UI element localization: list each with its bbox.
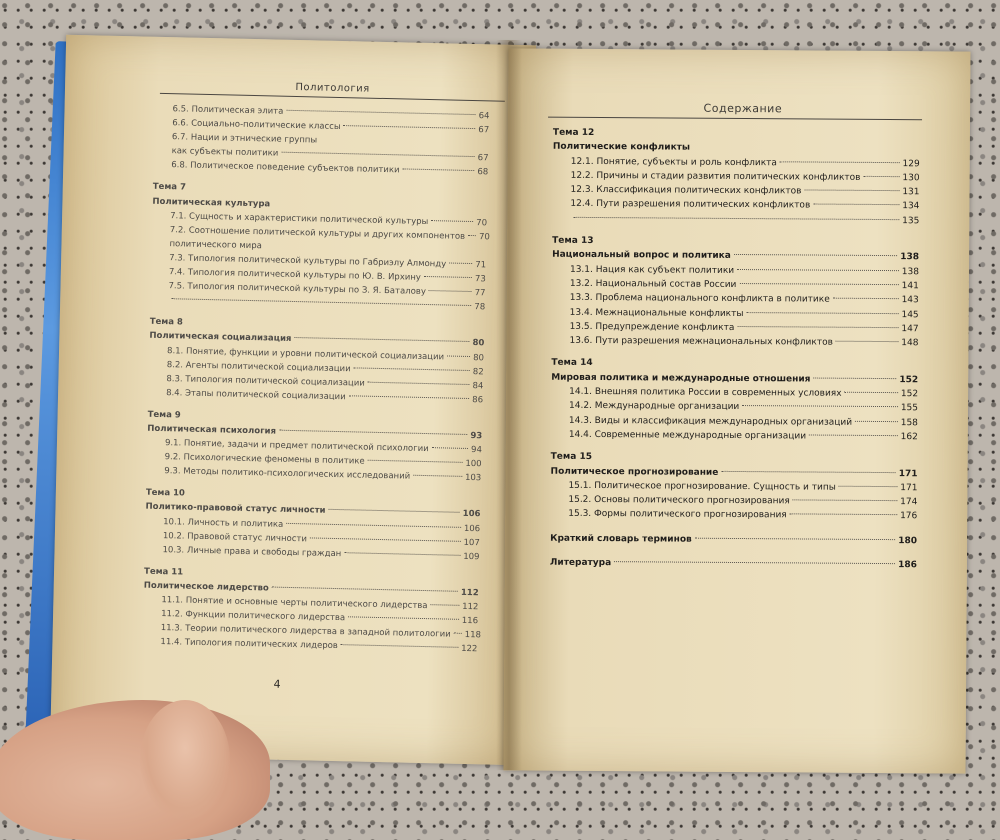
toc-entry-title: 11.2. Функции политического лидерства: [160, 609, 346, 624]
toc-entry-page: 148: [901, 338, 919, 349]
toc-entry-title: как субъекты политики: [171, 146, 279, 159]
toc-leader-dots: [344, 552, 460, 556]
toc-entry-page: 135: [902, 215, 920, 227]
toc-entry-title: Тема 14: [551, 358, 593, 369]
toc-entry-title: 8.1. Понятие, функции и уровни политической социализации: [166, 345, 445, 362]
toc-entry-title: 11.3. Теории политического лидерства в западной политологии: [160, 623, 451, 640]
toc-entry-title: Тема 8: [149, 317, 183, 328]
toc-entry-title: 6.5. Политическая элита: [172, 104, 284, 117]
toc-leader-dots: [310, 537, 461, 541]
toc-entry-title: 11.4. Типология политических лидеров: [160, 637, 338, 652]
toc-entry-title: 6.6. Социально-политические классы: [172, 118, 341, 133]
toc-leader-dots: [721, 470, 895, 472]
toc-entry-title: Политическое лидерство: [143, 580, 269, 594]
toc-entry-page: 138: [900, 252, 920, 263]
toc-entry-page: 82: [472, 366, 484, 377]
toc-entry-title: 14.4. Современные международные организации: [568, 429, 807, 442]
toc-entry-page: 80: [472, 338, 485, 349]
toc-entry-page: 86: [472, 394, 484, 406]
toc-entry-page: 171: [900, 482, 918, 494]
book-gutter: [496, 40, 522, 770]
toc-leader-dots: [845, 392, 898, 393]
toc-leader-dots: [790, 514, 897, 516]
toc-entry-title: Политико-правовой статус личности: [145, 502, 326, 517]
toc-leader-dots: [804, 190, 899, 192]
left-page-header: Политология: [160, 79, 505, 102]
right-page: [503, 48, 970, 773]
toc-leader-dots: [454, 633, 462, 634]
toc-leader-dots: [833, 298, 899, 299]
toc-leader-dots: [695, 537, 896, 539]
toc-entry-page: 141: [901, 281, 919, 292]
toc-entry-title: 12.1. Понятие, субъекты и роль конфликта: [570, 156, 777, 168]
right-toc: [550, 126, 920, 573]
toc-leader-dots: [429, 290, 472, 292]
toc-entry-page: 174: [900, 497, 918, 508]
toc-leader-dots: [742, 405, 898, 407]
toc-entry-page: 64: [478, 111, 490, 122]
toc-leader-dots: [294, 337, 469, 342]
toc-entry-page: 152: [900, 389, 919, 400]
toc-leader-dots: [739, 283, 898, 285]
toc-leader-dots: [855, 420, 898, 421]
toc-entry-page: 176: [900, 511, 918, 522]
toc-leader-dots: [793, 500, 897, 502]
toc-leader-dots: [348, 616, 459, 620]
toc-entry-title: 14.1. Внешняя политика России в современных условиях: [569, 386, 842, 399]
toc-leader-dots: [341, 644, 458, 648]
toc-entry: [551, 428, 918, 445]
toc-entry-page: 67: [477, 153, 489, 164]
toc-entry-title: 9.3. Методы политико-психологических исследований: [164, 466, 411, 482]
toc-leader-dots: [836, 341, 898, 342]
toc-entry-page: 171: [898, 468, 918, 479]
toc-entry-page: 134: [902, 201, 920, 212]
toc-entry-title: 8.2. Агенты политической социализации: [166, 359, 351, 374]
toc-entry-page: 147: [901, 324, 919, 335]
toc-entry-title: 13.6. Пути разрешения межнациональных конфликтов: [569, 335, 833, 348]
toc-entry-title: Политическая социализация: [149, 331, 292, 345]
toc-leader-dots: [279, 430, 467, 435]
toc-leader-dots: [171, 298, 471, 306]
toc-leader-dots: [368, 381, 470, 384]
toc-leader-dots: [614, 561, 895, 564]
toc-entry-page: 155: [900, 403, 919, 414]
toc-entry-title: 13.2. Национальный состав России: [569, 278, 737, 290]
toc-entry: [550, 556, 917, 573]
toc-leader-dots: [349, 395, 470, 399]
toc-entry-title: 7.1. Сущность и характеристики политической культуры: [170, 210, 429, 227]
toc-entry-title: 7.3. Типология политической культуры по Габриэлу Алмонду: [169, 253, 447, 270]
toc-leader-dots: [413, 475, 462, 477]
toc-leader-dots: [468, 235, 476, 236]
toc-leader-dots: [809, 434, 898, 436]
toc-entry-page: 70: [476, 217, 488, 229]
toc-entry-title: 11.1. Понятие и основные черты политического лидерства: [161, 595, 428, 612]
toc-leader-dots: [424, 276, 472, 278]
toc-entry-title: Политическая культура: [152, 196, 271, 209]
toc-entry-page: 162: [900, 432, 918, 443]
toc-entry: [552, 197, 919, 214]
toc-leader-dots: [734, 254, 897, 256]
toc-entry-page: 71: [475, 260, 487, 271]
toc-entry-page: 122: [461, 644, 478, 655]
toc-entry-page: 118: [464, 630, 482, 641]
toc-entry-page: 145: [901, 309, 919, 320]
toc-entry-title: Тема 12: [552, 127, 595, 138]
toc-entry-title: Тема 13: [552, 235, 594, 247]
toc-entry-page: 130: [902, 173, 920, 184]
toc-entry-title: 14.3. Виды и классификация международных организаций: [568, 415, 853, 428]
toc-entry-page: 131: [902, 187, 920, 198]
toc-entry-title: 15.2. Основы политического прогнозирования: [568, 494, 790, 507]
toc-entry-page: 129: [902, 158, 920, 169]
toc-entry-title: 7.5. Типология политической культуры по З. Я. Баталову: [168, 281, 427, 298]
toc-entry-page: 67: [478, 125, 490, 136]
toc-leader-dots: [286, 522, 461, 527]
toc-entry-page: 138: [901, 266, 920, 277]
toc-leader-dots: [344, 125, 476, 129]
toc-leader-dots: [863, 176, 899, 177]
toc-entry-title: 8.4. Этапы политической социализации: [166, 387, 346, 402]
toc-entry-title: 9.1. Понятие, задачи и предмет политической психологии: [164, 438, 429, 455]
toc-entry-page: 107: [463, 537, 480, 548]
toc-entry-title: 15.3. Формы политического прогнозирования: [568, 509, 787, 521]
toc-entry-title: Политическая психология: [147, 423, 277, 437]
toc-entry: [550, 507, 917, 524]
toc-entry-page: 152: [899, 374, 919, 386]
toc-entry-page: 143: [901, 295, 919, 306]
toc-entry-page: 103: [464, 473, 482, 484]
toc-entry-title: Литература: [549, 557, 612, 569]
right-page-header: Содержание: [548, 101, 922, 121]
toc-leader-dots: [737, 269, 899, 271]
toc-leader-dots: [286, 110, 475, 115]
toc-entry-title: 12.2. Причины и стадии развития политических конфликтов: [570, 170, 861, 183]
toc-entry-page: 94: [470, 445, 483, 456]
toc-entry-title: 10.3. Личные права и свободы граждан: [162, 544, 342, 559]
toc-entry-title: 10.1. Личность и политика: [163, 516, 284, 530]
toc-leader-dots: [780, 161, 900, 163]
toc-entry-page: 112: [460, 587, 479, 599]
toc-entry-page: 93: [470, 431, 483, 442]
toc-leader-dots: [281, 152, 474, 157]
toc-leader-dots: [403, 169, 475, 172]
toc-entry-title: Тема 11: [143, 566, 184, 578]
toc-entry-title: политического мира: [169, 239, 262, 252]
toc-entry-title: 10.2. Правовой статус личности: [162, 530, 308, 544]
toc-entry-page: 109: [463, 551, 480, 562]
toc-entry-title: 13.4. Межнациональные конфликты: [569, 307, 744, 319]
toc-entry-title: 7.2. Соотношение политической культуры и других компонентов: [169, 224, 466, 242]
toc-entry-title: Политическое прогнозирование: [550, 466, 719, 478]
toc-entry-page: 100: [465, 459, 482, 470]
toc-entry-title: Тема 10: [145, 488, 186, 499]
toc-entry-title: 8.3. Типология политической социализации: [166, 373, 365, 389]
toc-entry-title: 12.3. Классификация политических конфликтов: [570, 185, 802, 197]
toc-leader-dots: [449, 262, 472, 264]
toc-entry-page: 73: [474, 274, 486, 285]
toc-leader-dots: [813, 204, 899, 206]
left-page: [50, 35, 536, 765]
toc-leader-dots: [354, 367, 470, 371]
toc-entry-title: 6.7. Нации и этнические группы: [171, 132, 318, 146]
thumb: [140, 700, 230, 820]
toc-entry-title: 13.1. Нация как субъект политики: [569, 264, 735, 276]
toc-entry: [552, 211, 919, 228]
toc-entry-page: 80: [473, 352, 485, 363]
toc-entry-title: Краткий словарь терминов: [550, 533, 692, 545]
toc-leader-dots: [432, 447, 468, 449]
toc-leader-dots: [329, 509, 460, 513]
toc-entry-title: Тема 15: [550, 451, 593, 463]
toc-entry-title: 7.4. Типология политической культуры по Ю. В. Ирхину: [168, 267, 421, 283]
toc-entry-page: 78: [474, 302, 486, 313]
toc-leader-dots: [368, 460, 463, 463]
toc-entry-title: Мировая политика и международные отношения: [551, 372, 811, 385]
toc-entry-page: 84: [472, 380, 484, 392]
hand: [0, 700, 270, 840]
toc-entry-title: Национальный вопрос и политика: [552, 250, 731, 262]
toc-leader-dots: [746, 312, 898, 314]
toc-entry-page: 186: [898, 560, 917, 571]
toc-entry-page: 116: [461, 615, 479, 627]
toc-entry-title: 6.8. Политическое поведение субъектов политики: [171, 160, 400, 176]
toc-entry-page: 180: [898, 535, 918, 546]
toc-leader-dots: [573, 217, 899, 220]
toc-entry-title: 9.2. Психологические феномены в политике: [164, 452, 365, 467]
toc-entry-page: 106: [462, 509, 481, 520]
toc-leader-dots: [839, 486, 897, 487]
toc-leader-dots: [447, 355, 470, 357]
toc-entry: [551, 334, 918, 351]
toc-entry-page: 77: [474, 288, 486, 299]
toc-entry-title: Политические конфликты: [552, 142, 691, 153]
toc-entry-page: 106: [463, 523, 481, 534]
toc-entry-title: 15.1. Политическое прогнозирование. Сущность и типы: [568, 480, 836, 493]
page-number: 4: [273, 677, 281, 691]
left-toc: [142, 102, 489, 657]
toc-leader-dots: [272, 586, 458, 591]
toc-entry-title: 13.5. Предупреждение конфликта: [569, 321, 735, 333]
toc-entry-page: 68: [477, 167, 489, 178]
toc-leader-dots: [737, 326, 898, 328]
toc-leader-dots: [813, 377, 896, 379]
toc-leader-dots: [431, 604, 460, 606]
toc-entry-page: 112: [462, 601, 479, 613]
toc-entry-page: 158: [900, 417, 918, 428]
toc-leader-dots: [431, 220, 473, 222]
toc-entry-title: Тема 9: [147, 409, 181, 421]
toc-entry: [550, 531, 917, 548]
toc-entry-title: Тема 7: [152, 182, 187, 193]
toc-entry-page: 70: [478, 231, 491, 243]
toc-entry-title: 14.2. Международные организации: [568, 401, 740, 413]
toc-entry-title: 12.4. Пути разрешения политических конфликтов: [570, 199, 811, 211]
toc-entry-title: 13.3. Проблема национального конфликта в политике: [569, 293, 830, 305]
